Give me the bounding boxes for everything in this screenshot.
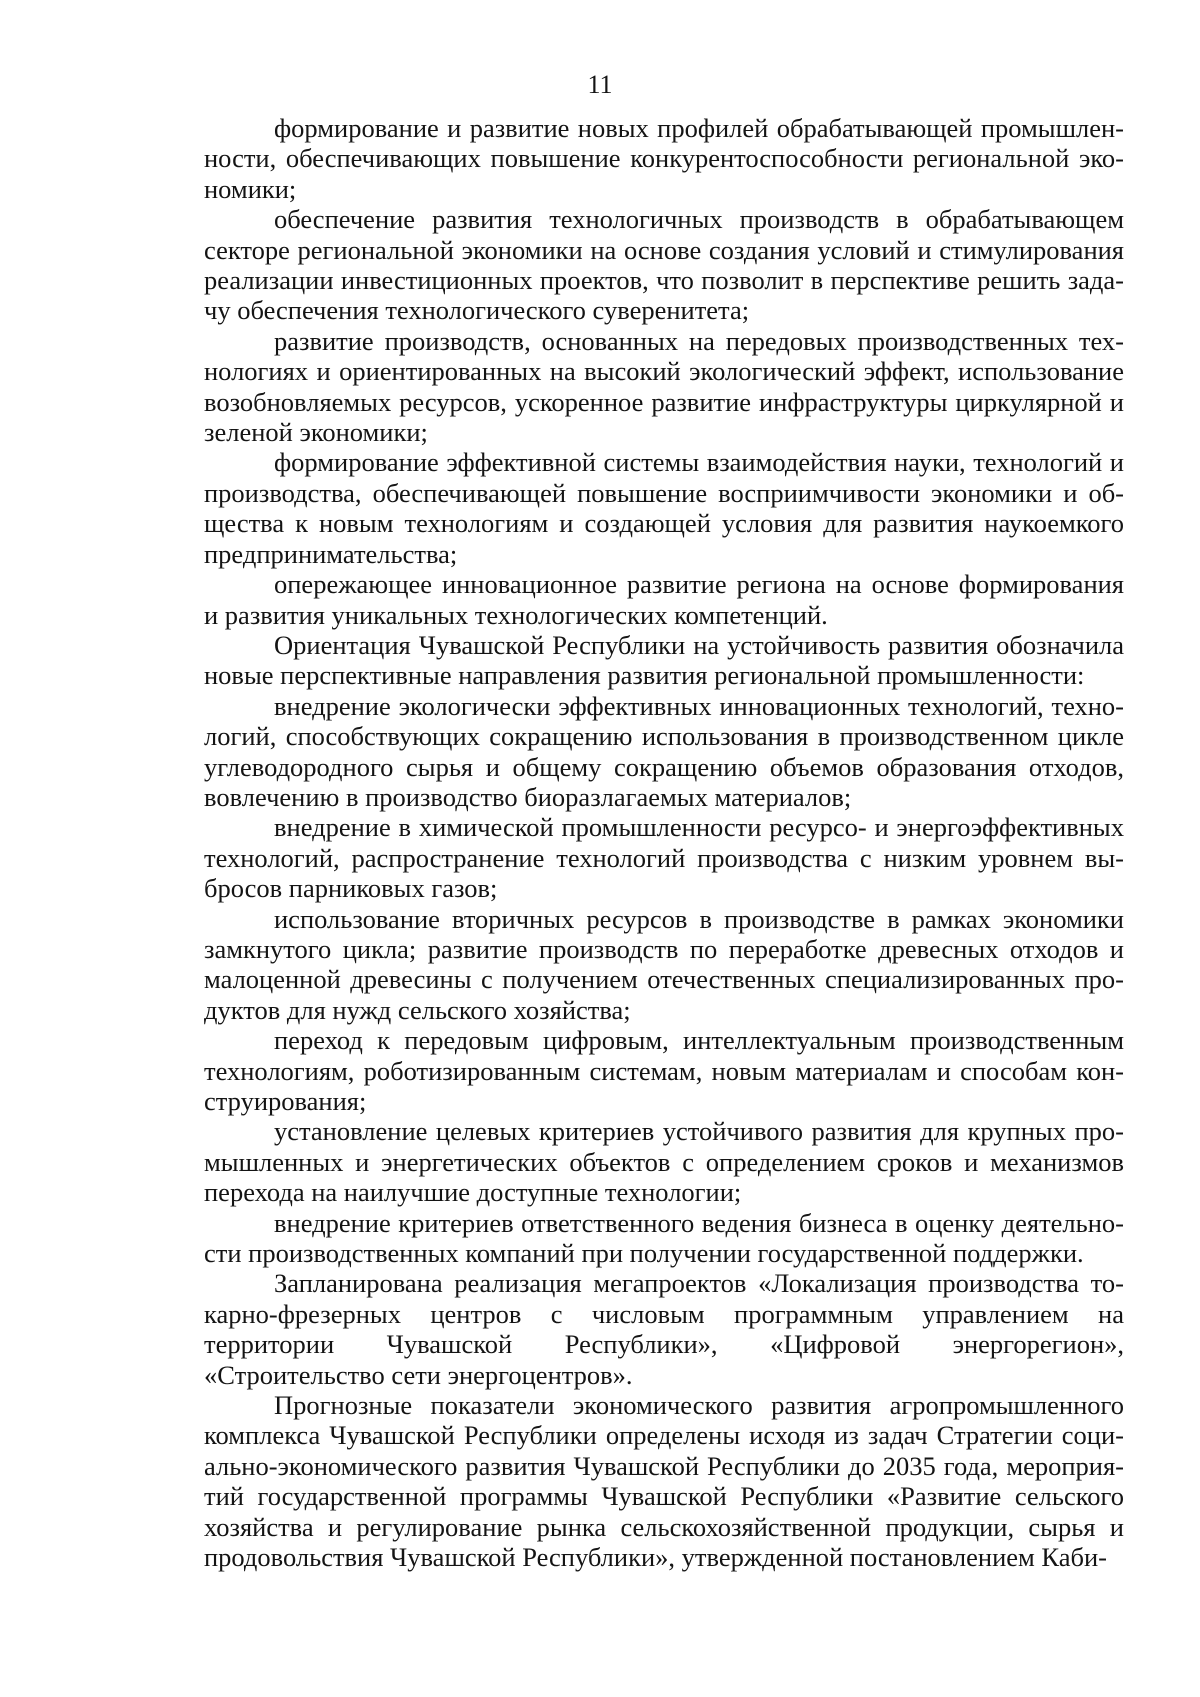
page-number: 11 <box>587 70 613 99</box>
paragraph-advanced-technologies: развитие производств, основанных на передовых производственных технологиях и ориентированных на высокий экологический эффект, использование возобновляемых ресурсов, ускоренное развитие инфраструктуры циркулярной и зеленой экономики; <box>204 325 1124 448</box>
paragraph-technological-production: обеспечение развития технологичных производств в обрабатывающем секторе региональной экономики на основе создания условий и стимулирования реализации инвестиционных проектов, что позволит в перспективе решить задачу обеспечения технологического суверенитета; <box>204 204 1124 326</box>
paragraph-sustainability-orientation: Ориентация Чувашской Республики на устойчивость развития обозначила новые перспективные направления развития региональной промышленности: <box>204 629 1124 691</box>
paragraph-digital-transition: переход к передовым цифровым, интеллектуальным производственным технологиям, роботизированным системам, новым материалам и способам конструирования; <box>204 1025 1124 1116</box>
paragraph-new-manufacturing-profiles: формирование и развитие новых профилей обрабатывающей промышленности, обеспечивающих повышение конкурентоспособности региональной экономики; <box>204 113 1124 204</box>
paragraph-responsible-business: внедрение критериев ответственного ведения бизнеса в оценку деятельности производственных компаний при получении государственной поддержки. <box>204 1207 1124 1269</box>
paragraph-innovative-development: опережающее инновационное развитие региона на основе формирования и развития уникальных технологических компетенций. <box>204 569 1124 630</box>
paragraph-target-criteria: установление целевых критериев устойчивого развития для крупных промышленных и энергетических объектов с определением сроков и механизмов перехода на наилучшие доступные технологии; <box>204 1116 1124 1208</box>
paragraph-science-interaction: формирование эффективной системы взаимодействия науки, технологий и производства, обеспечивающей повышение восприимчивости экономики и общества к новым технологиям и создающей условия для развития наукоемкого предпринимательства; <box>204 447 1124 569</box>
paragraph-agro-forecast: Прогнозные показатели экономического развития агропромышленного комплекса Чувашской Республики определены исходя из задач Стратегии социально-экономического развития Чувашской Республики до 2035 года, мероприятий государственной программы Чувашской Республики «Развитие сельского хозяйства и регулирование рынка сельскохозяйственной продукции, сырья и продовольствия Чувашской Республики», утвержденной постановлением Каби- <box>204 1390 1124 1573</box>
paragraph-chemical-industry: внедрение в химической промышленности ресурсо- и энергоэффективных технологий, распространение технологий производства с низким уровнем выбросов парниковых газов; <box>204 812 1124 904</box>
document-body <box>204 113 1124 1573</box>
paragraph-eco-technologies: внедрение экологически эффективных инновационных технологий, технологий, способствующих сокращению использования в производственном цикле углеводородного сырья и общему сокращению объемов образования отходов, вовлечению в производство биоразлагаемых материалов; <box>204 690 1124 812</box>
paragraph-secondary-resources: использование вторичных ресурсов в производстве в рамках экономики замкнутого цикла; развитие производств по переработке древесных отходов и малоценной древесины с получением отечественных специализированных продуктов для нужд сельского хозяйства; <box>204 903 1124 1025</box>
paragraph-megaprojects: Запланирована реализация мегапроектов «Локализация производства токарно-фрезерных центров с числовым программным управлением на территории Чувашской Республики», «Цифровой энергорегион», «Строительство сети энергоцентров». <box>204 1268 1124 1390</box>
